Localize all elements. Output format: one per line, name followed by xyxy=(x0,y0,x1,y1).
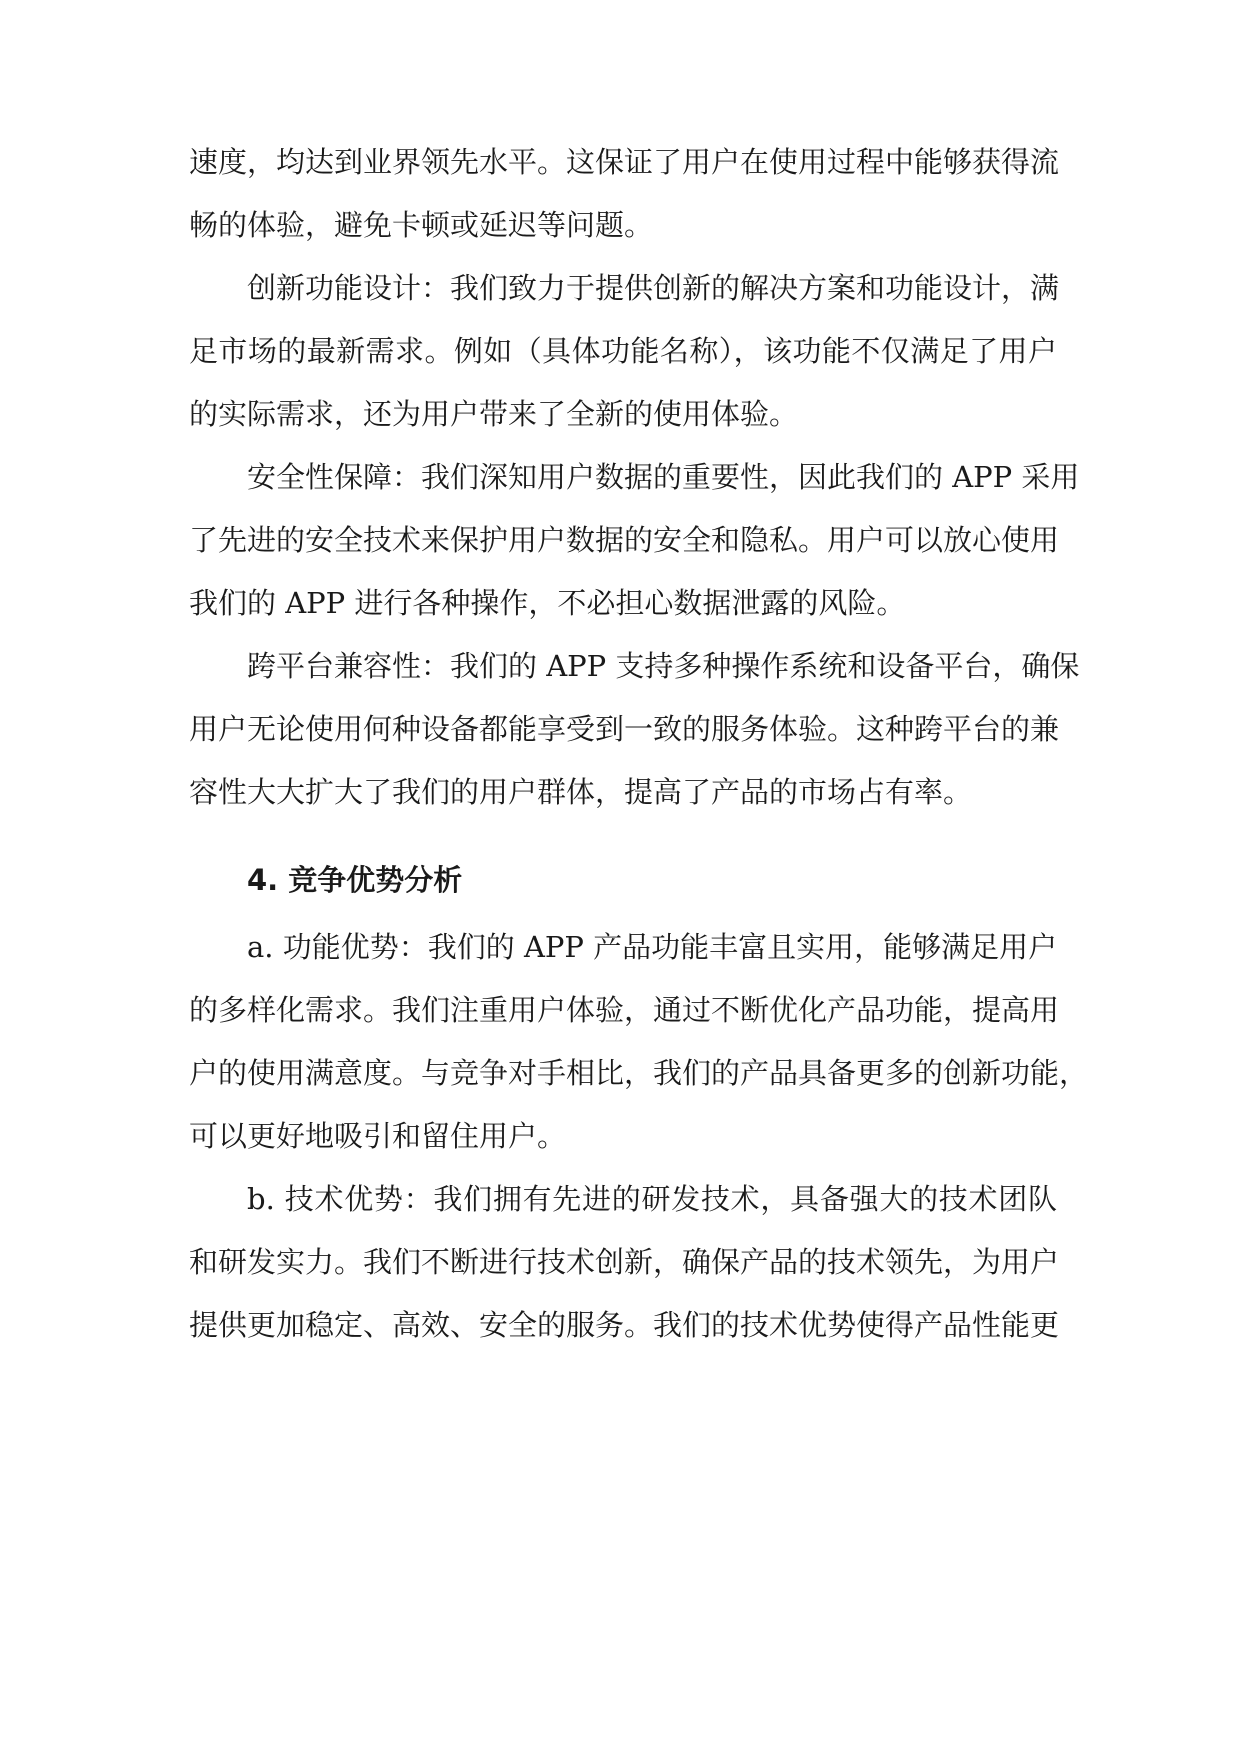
paragraph-line: 安全性保障：我们深知用户数据的重要性，因此我们的 APP 采用 xyxy=(247,460,1080,494)
paragraph-line: 提供更加稳定、高效、安全的服务。我们的技术优势使得产品性能更 xyxy=(189,1308,1060,1342)
paragraph-line: a. 功能优势：我们的 APP 产品功能丰富且实用，能够满足用户 xyxy=(247,930,1058,964)
paragraph-line: 我们的 APP 进行各种操作，不必担心数据泄露的风险。 xyxy=(189,586,906,620)
paragraph-line: 的实际需求，还为用户带来了全新的使用体验。 xyxy=(189,397,799,431)
paragraph-line: 跨平台兼容性：我们的 APP 支持多种操作系统和设备平台，确保 xyxy=(247,649,1080,683)
paragraph-line: 创新功能设计：我们致力于提供创新的解决方案和功能设计，满 xyxy=(247,271,1060,305)
paragraph-line: 畅的体验，避免卡顿或延迟等问题。 xyxy=(189,208,654,242)
paragraph-line: 和研发实力。我们不断进行技术创新，确保产品的技术领先，为用户 xyxy=(189,1245,1060,1279)
paragraph-line: 可以更好地吸引和留住用户。 xyxy=(189,1119,567,1153)
section-heading: 4. 竞争优势分析 xyxy=(247,863,463,897)
paragraph-line: 了先进的安全技术来保护用户数据的安全和隐私。用户可以放心使用 xyxy=(189,523,1060,557)
paragraph-line: b. 技术优势：我们拥有先进的研发技术，具备强大的技术团队 xyxy=(247,1182,1057,1216)
paragraph-line: 户的使用满意度。与竞争对手相比，我们的产品具备更多的创新功能， xyxy=(189,1056,1089,1090)
paragraph-line: 足市场的最新需求。例如（具体功能名称），该功能不仅满足了用户 xyxy=(189,334,1057,368)
paragraph-line: 速度，均达到业界领先水平。这保证了用户在使用过程中能够获得流 xyxy=(189,145,1060,179)
paragraph-line: 用户无论使用何种设备都能享受到一致的服务体验。这种跨平台的兼 xyxy=(189,712,1060,746)
paragraph-line: 的多样化需求。我们注重用户体验，通过不断优化产品功能，提高用 xyxy=(189,993,1060,1027)
paragraph-line: 容性大大扩大了我们的用户群体，提高了产品的市场占有率。 xyxy=(189,775,973,809)
